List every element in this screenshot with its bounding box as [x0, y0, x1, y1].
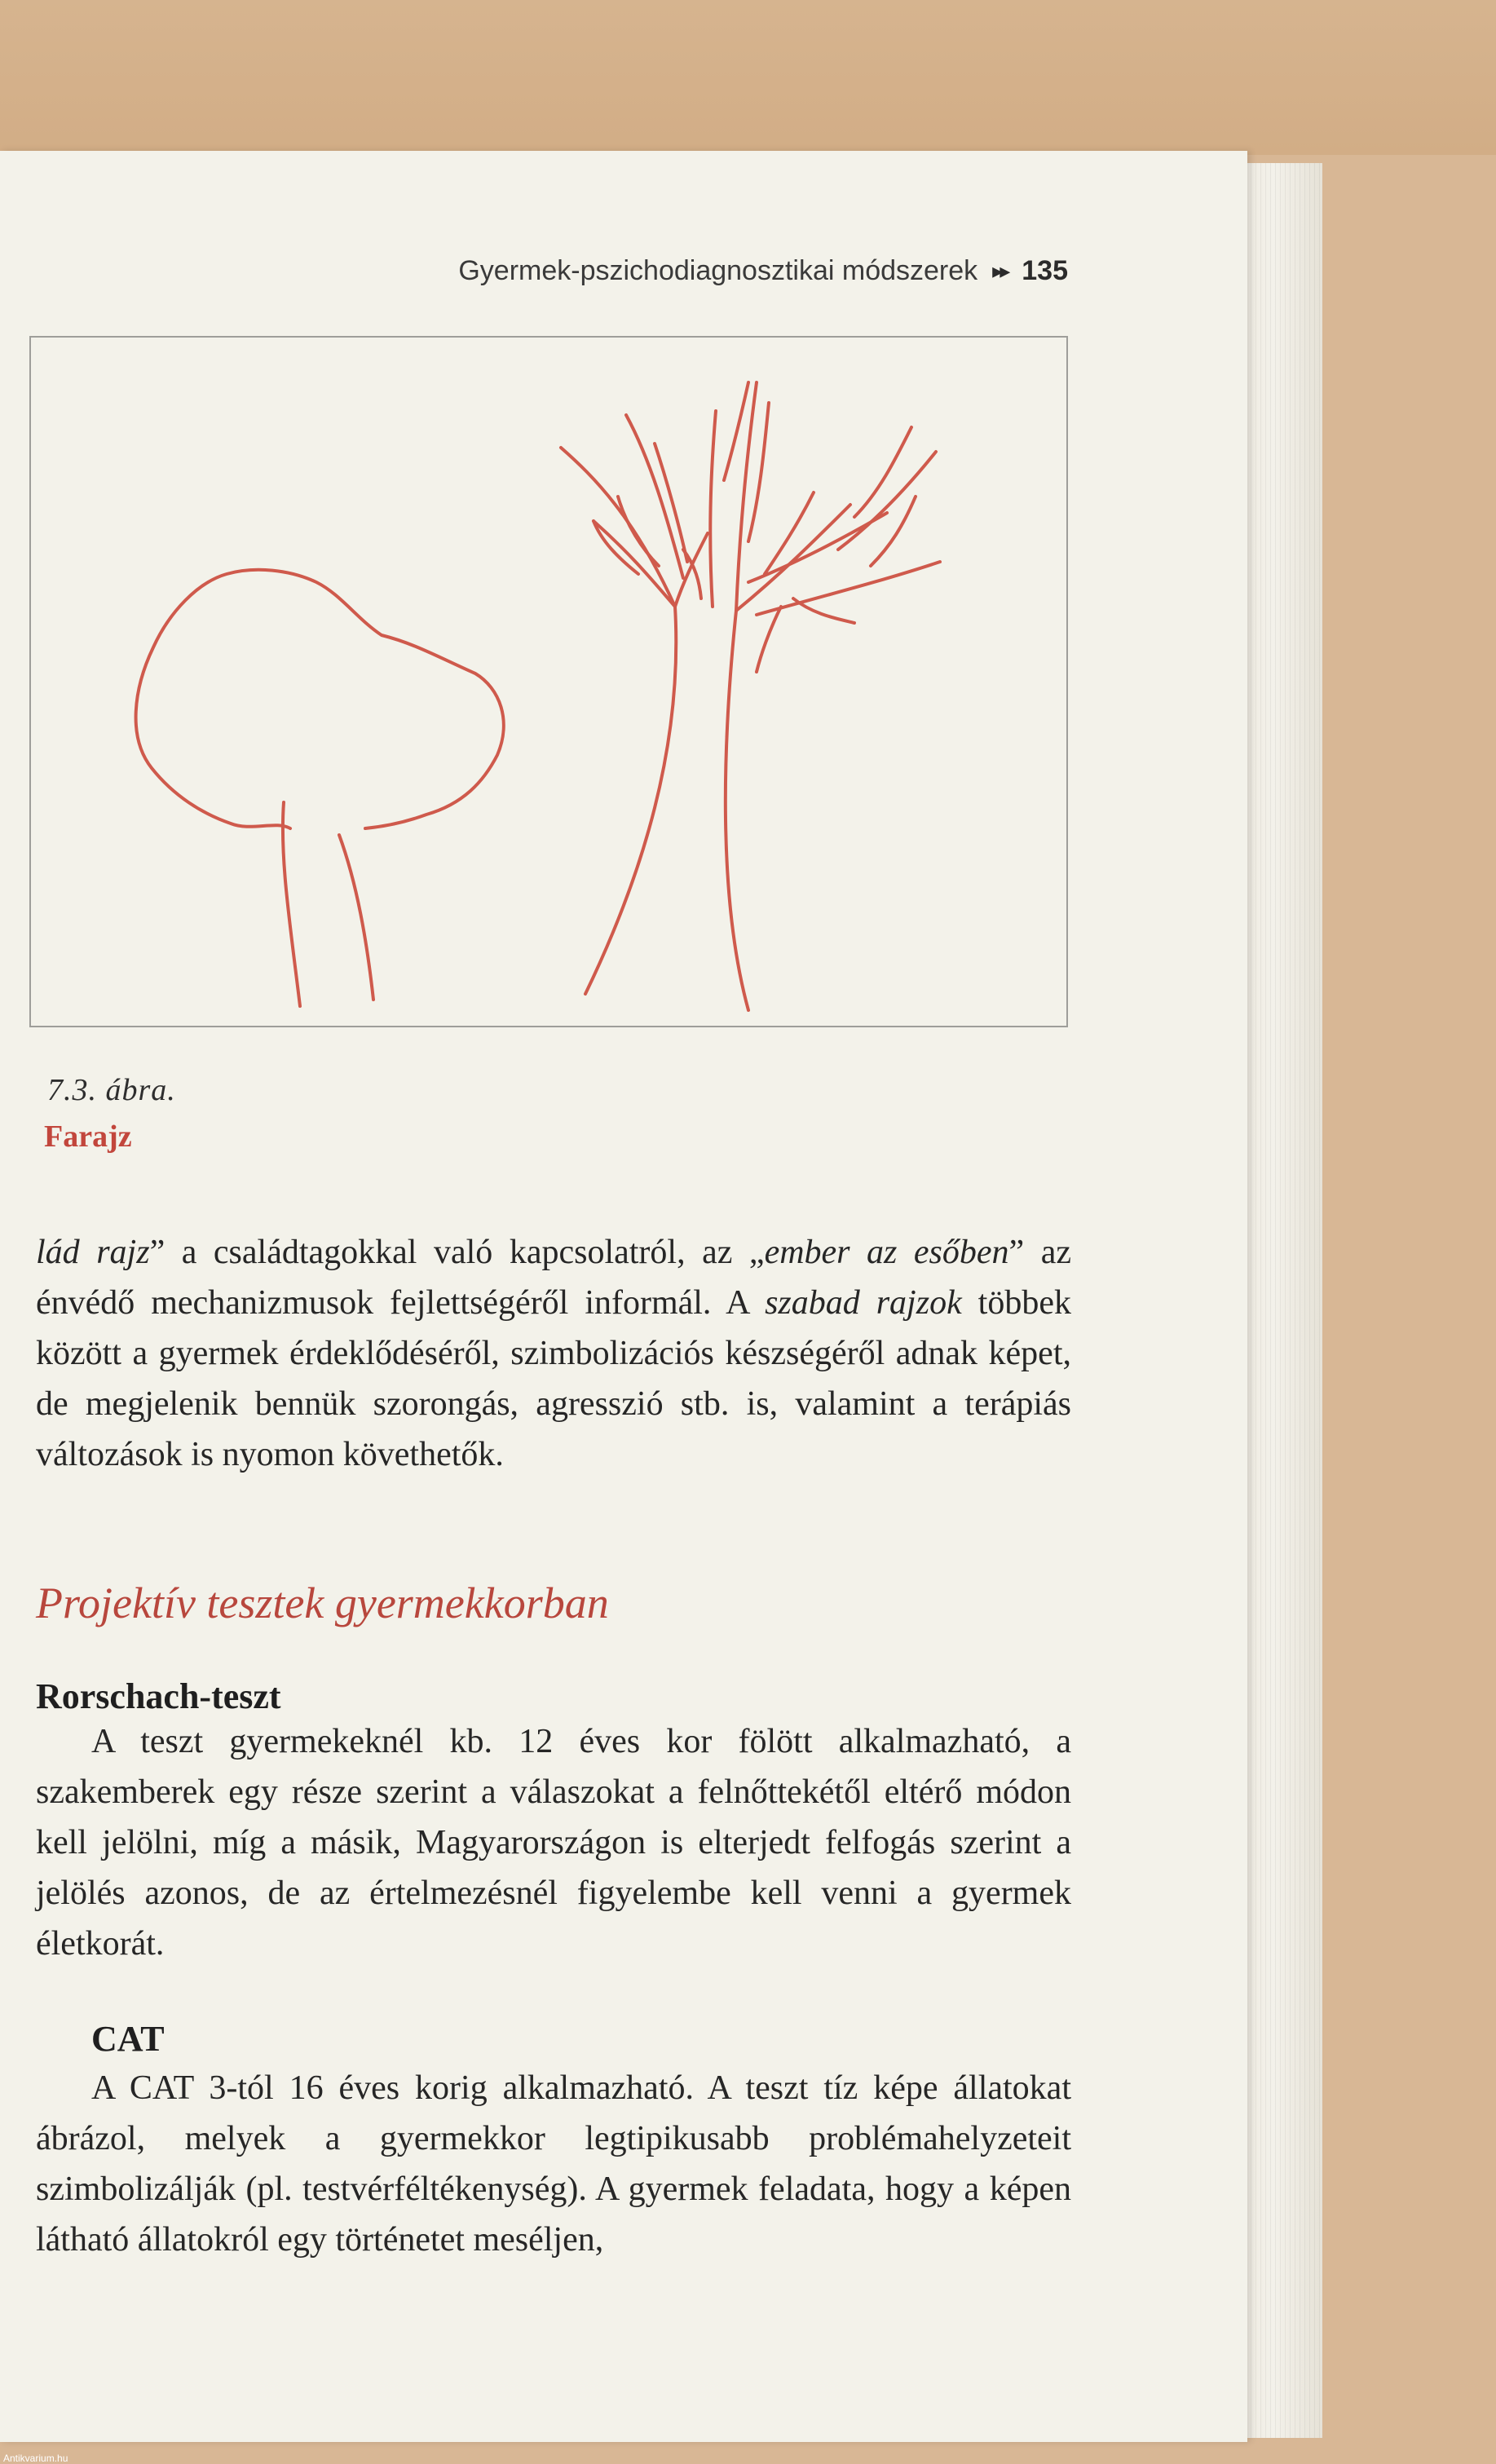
rorschach-heading: Rorschach-teszt [36, 1676, 281, 1716]
figure-number: 7.3. ábra. [47, 1073, 176, 1107]
tree-stroke-branch-19 [765, 492, 814, 574]
background-surface [0, 0, 1496, 155]
tree-stroke-branch-3 [626, 415, 683, 578]
figure-title: Farajz [44, 1119, 132, 1154]
page-edge-stack [1239, 163, 1322, 2438]
tree-stroke-crown-outline [136, 570, 504, 828]
term-lad-rajz: lád rajz [36, 1234, 150, 1271]
tree-stroke-trunk-right [339, 835, 373, 1000]
tree-stroke-branch-2 [561, 448, 675, 607]
tree-stroke-branch-4 [655, 444, 687, 562]
tree-stroke-trunk-a [585, 607, 676, 994]
tree-stroke-trunk-left [283, 802, 300, 1006]
tree-stroke-trunk-b [726, 611, 748, 1010]
text-seg: ” az énvédő mechanizmusok fejlettségéről informál. A [36, 1234, 1071, 1322]
text-seg: ” a családtagokkal való kapcsolatról, az „ [149, 1234, 765, 1271]
term-szabad-rajzok: szabad rajzok [765, 1284, 962, 1322]
tree-stroke-branch-13 [838, 452, 936, 550]
page-number: 135 [1022, 254, 1068, 286]
tree-stroke-branch-16 [618, 497, 659, 566]
tree-stroke-branch-10 [748, 513, 887, 582]
paragraph-top [36, 1227, 1071, 1480]
double-arrow-icon: ▸▸ [992, 258, 1008, 283]
rorschach-text: A teszt gyermekeknél kb. 12 éves kor fölött alkalmazható, a szakemberek egy része szerint a válaszokat a felnőttekétől eltérő módon kell jelölni, míg a másik, Magyarországon is elterjedt felfogás szerint a jelölés azonos, de az értelmezésnél figyelembe kell venni a gyermek életkorát. [36, 1723, 1071, 1963]
watermark: Antikvarium.hu [3, 2453, 68, 2464]
tree-stroke-branch-20 [757, 607, 781, 672]
tree-stroke-branch-7 [724, 382, 748, 480]
rorschach-paragraph [36, 1716, 1071, 1969]
section-heading: Projektív tesztek gyermekkorban [36, 1579, 609, 1627]
running-title: Gyermek-pszichodiagnosztikai módszerek [458, 254, 978, 286]
tree-drawings [31, 338, 1070, 1029]
cat-paragraph [36, 2063, 1071, 2265]
tree-stroke-branch-12 [854, 427, 911, 517]
running-head [359, 253, 1068, 289]
tree-stroke-branch-5 [710, 411, 716, 607]
term-ember-az-esoben: ember az esőben [764, 1234, 1009, 1271]
figure-frame [29, 336, 1068, 1027]
tree-stroke-branch-14 [871, 497, 916, 566]
cat-heading: CAT [91, 2019, 165, 2059]
cat-text: A CAT 3-tól 16 éves korig alkalmazható. A teszt tíz képe állatokat ábrázol, melyek a gyermekkor legtipikusabb problémahelyzeteit szimbolizálják (pl. testvérféltékenység). A gyermek feladata, hogy a képen látható állatokról egy történetet meséljen, [36, 2069, 1071, 2259]
text-seg: többek között a gyermek érdeklődéséről, szimbolizációs készségéről adnak képet, de megjelenik bennük szorongás, agresszió stb. is, valamint a terápiás változások is nyomon követhetők. [36, 1284, 1071, 1473]
